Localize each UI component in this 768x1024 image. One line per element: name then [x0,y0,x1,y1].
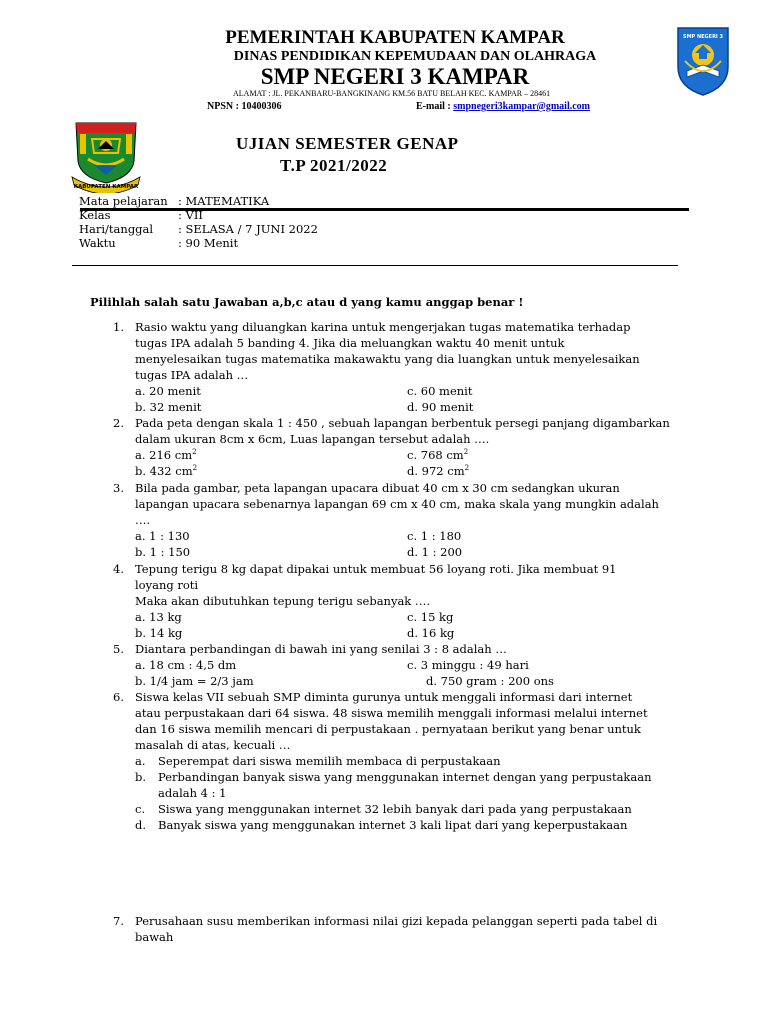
option-b: b. 1 : 150 [135,545,191,559]
superscript: 2 [463,448,469,457]
question-line: Bila pada gambar, peta lapangan upacara dibuat 40 cm x 30 cm sedangkan ukuran [135,481,620,495]
option-a: a. 13 kg [135,610,182,624]
question-line: masalah di atas, kecuali … [135,738,291,752]
question-line: bawah [135,930,174,944]
option-d: d. 1 : 200 [407,545,463,559]
instruction: Pilihlah salah satu Jawaban a,b,c atau d yang kamu anggap benar ! [90,295,524,309]
option-text: d. 972 cm [407,464,465,478]
logo-lettering: KABUPATEN KAMPAR [73,184,139,190]
option-text: a. 216 cm [135,448,193,462]
option-d-key: d. [135,818,147,832]
info-label-date: Hari/tanggal [79,222,154,236]
option-d [407,464,469,480]
option-b: b. 32 menit [135,400,202,414]
question-line: atau perpustakaan dari 64 siswa. 48 siswa memilih menggali informasi melalui internet [135,706,648,720]
option-d: d. 750 gram : 200 ons [426,674,554,688]
question-line: Diantara perbandingan di bawah ini yang senilai 3 : 8 adalah … [135,642,507,656]
question-line: tugas IPA adalah … [135,368,249,382]
option-b-text: Perbandingan banyak siswa yang menggunakan internet dengan yang perpustakaan [158,770,652,784]
question-line: Maka akan dibutuhkan tepung terigu sebanyak …. [135,594,431,608]
superscript: 2 [192,448,197,457]
question-line: Pada peta dengan skala 1 : 450 , sebuah lapangan berbentuk persegi panjang digambarkan [135,416,670,430]
question-line: …. [135,513,151,527]
question-line: dan 16 siswa memilih mencari di perpustakaan . pernyataan berikut yang benar untuk [135,722,641,736]
question-line: menyelesaikan tugas matematika makawaktu yang dia luangkan untuk menyelesaikan [135,352,640,366]
option-d-text: Banyak siswa yang menggunakan internet 3 kali lipat dari yang keperpustakaan [158,818,628,832]
option-c-text: Siswa yang menggunakan internet 32 lebih banyak dari pada yang perpustakaan [158,802,632,816]
option-b: b. 1/4 jam = 2/3 jam [135,674,254,688]
question-number: 6. [113,690,124,704]
option-b-key: b. [135,770,147,784]
option-a: a. 18 cm : 4,5 dm [135,658,237,672]
info-value-time: : 90 Menit [178,236,239,250]
header-divider [80,208,689,211]
option-text: c. 768 cm [407,448,464,462]
school-name: SMP NEGERI 3 KAMPAR [260,64,530,89]
option-b-text: adalah 4 : 1 [158,786,227,800]
info-divider [72,265,678,266]
email-link[interactable]: smpnegeri3kampar@gmail.com [453,101,591,112]
question-line: loyang roti [135,578,199,592]
question-line: lapangan upacara sebenarnya lapangan 69 cm x 40 cm, maka skala yang mungkin adalah [135,497,659,511]
info-value-date: : SELASA / 7 JUNI 2022 [178,222,318,236]
option-d: d. 90 menit [407,400,474,414]
option-a-text: Seperempat dari siswa memilih membaca di perpustakaan [158,754,501,768]
question-number: 2. [113,416,124,430]
question-line: tugas IPA adalah 5 banding 4. Jika dia meluangkan waktu 40 menit untuk [135,336,565,350]
info-label-time: Waktu [79,236,116,250]
option-c: c. 60 menit [407,384,473,398]
info-label-subject: Mata pelajaran [79,194,168,208]
option-a [135,448,197,464]
question-line: Tepung terigu 8 kg dapat dipakai untuk membuat 56 loyang roti. Jika membuat 91 [135,562,617,576]
option-c: c. 3 minggu : 49 hari [407,658,529,672]
kabupaten-kampar-logo [68,119,144,193]
option-text: b. 432 cm [135,464,193,478]
option-c: c. 1 : 180 [407,529,462,543]
exam-year: T.P 2021/2022 [280,156,388,175]
question-line: dalam ukuran 8cm x 6cm, Luas lapangan tersebut adalah …. [135,432,490,446]
question-number: 7. [113,914,124,928]
option-a: a. 1 : 130 [135,529,190,543]
option-c: c. 15 kg [407,610,454,624]
email-label: E-mail : [416,101,454,112]
option-c [407,448,468,464]
exam-title: UJIAN SEMESTER GENAP [236,134,459,153]
question-number: 4. [113,562,124,576]
info-value-class: : VII [178,208,203,222]
question-line: Rasio waktu yang diluangkan karina untuk mengerjakan tugas matematika terhadap [135,320,631,334]
question-line: Perusahaan susu memberikan informasi nilai gizi kepada pelanggan seperti pada tabel di [135,914,658,928]
option-a-key: a. [135,754,146,768]
option-d: d. 16 kg [407,626,455,640]
option-b: b. 14 kg [135,626,183,640]
info-value-subject: : MATEMATIKA [178,194,270,208]
superscript: 2 [464,464,470,473]
logo-lettering: SMP NEGERI 3 [682,34,724,40]
option-b [135,464,197,480]
email-line [416,101,590,112]
question-line: Siswa kelas VII sebuah SMP diminta gurunya untuk menggali informasi dari internet [135,690,633,704]
school-address: ALAMAT : JL. PEKANBARU-BANGKINANG KM.56 BATU BELAH KEC. KAMPAR – 28461 [233,89,551,98]
superscript: 2 [192,464,198,473]
department-name: DINAS PENDIDIKAN KEPEMUDAAN DAN OLAHRAGA [233,49,597,64]
option-a: a. 20 menit [135,384,201,398]
info-label-class: Kelas [79,208,111,222]
question-number: 5. [113,642,124,656]
question-number: 1. [113,320,124,334]
option-c-key: c. [135,802,146,816]
government-name: PEMERINTAH KABUPATEN KAMPAR [225,27,565,48]
npsn: NPSN : 10400306 [207,101,282,112]
question-number: 3. [113,481,124,495]
